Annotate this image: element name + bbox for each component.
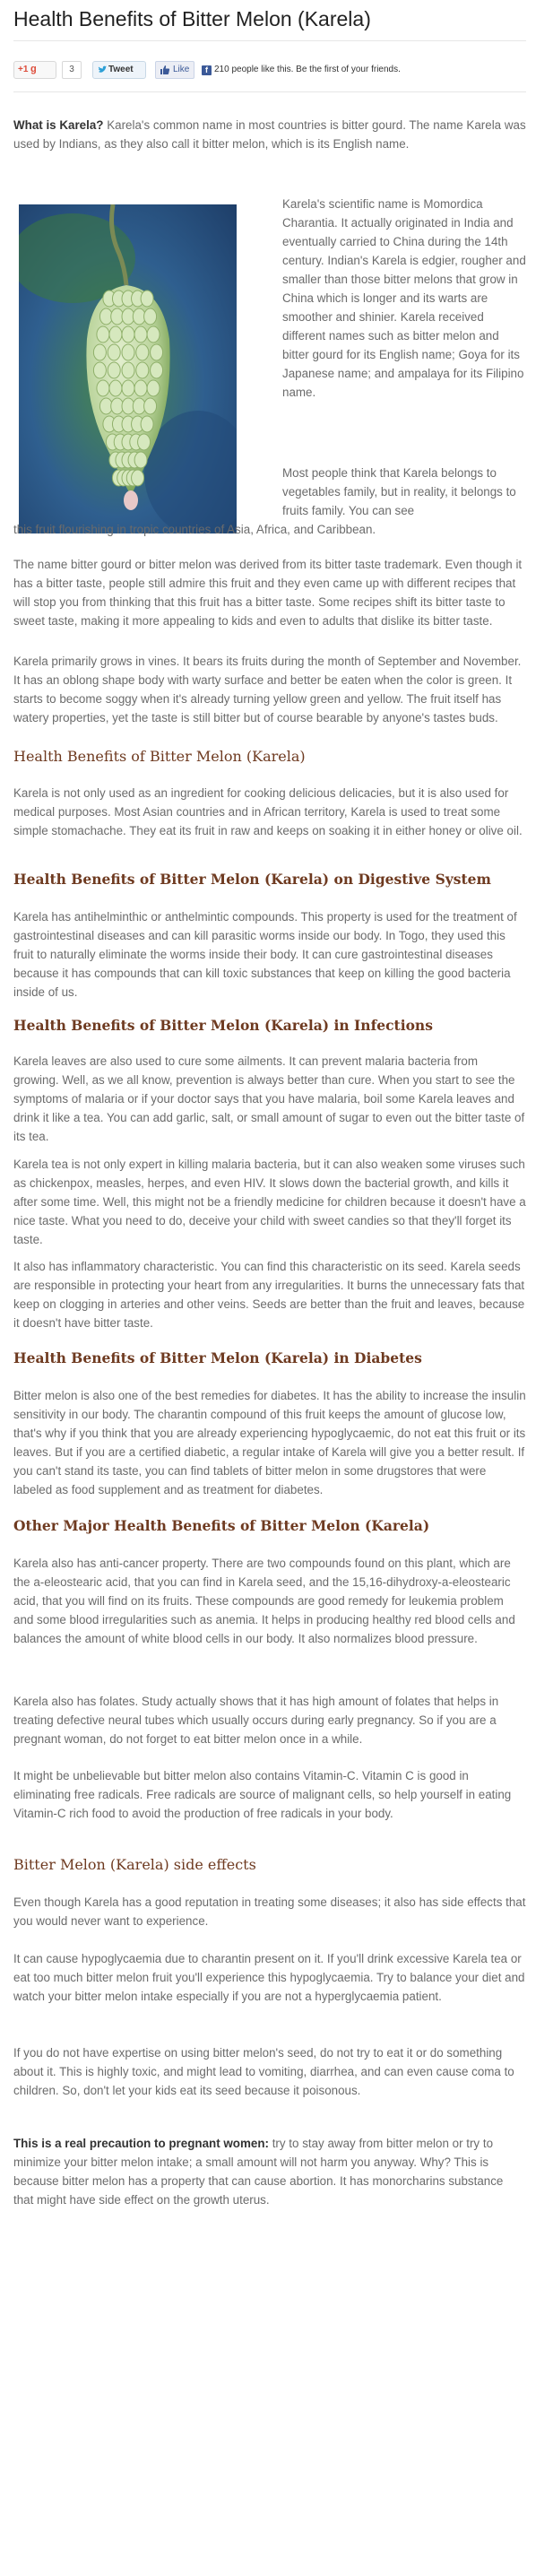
title-divider (13, 40, 526, 41)
melon-wart (134, 380, 147, 396)
melon-wart (151, 344, 163, 360)
section-paragraph: It also has inflammatory characteristic. You can find this characteristic on its seed. Karela seeds are responsible in protecting your heart from any irregularities. It burns the unnecessary fats that keep on clogging in arteries and other veins. Seeds are better than the fruit and leaves, because it doesn't have bitter taste. (13, 1260, 525, 1330)
melon-tip (124, 490, 138, 510)
melon-wart (109, 380, 122, 396)
melon-wart (93, 344, 106, 360)
gplus-label: +1 (18, 65, 29, 74)
melon-wart (93, 362, 106, 378)
closing-paragraph (13, 2134, 526, 2209)
page-title: Health Benefits of Bitter Melon (Karela) (13, 7, 371, 30)
scientific-name-paragraph: Karela's scientific name is Momordica Charantia. It actually originated in India and eventually carried to China during the 14th century. Indian's Karela is edgier, rougher and smaller than those bitter melons that grow in China which is longer and its warts are smoother and shinier. Karela received different names such as bitter melon and bitter gourd for its English name; Goya for its Japanese name; and ampalaya for its Filipino name. (282, 197, 526, 399)
melon-wart (151, 362, 163, 378)
section-paragraph: Even though Karela has a good reputation in treating some diseases; it also has side effects that you would never want to experience. (13, 1895, 526, 1928)
melon-wart (122, 326, 134, 343)
section-paragraph: Karela is not only used as an ingredient for cooking delicious delicacies, but it is also used for medical purposes. Most Asian countries and in African territory, Karela is used to treat some simple stomachache. They eat its fruit in raw and keeps on soaking it in either honey or olive oil. (13, 786, 523, 837)
bitter-melon-image (19, 204, 237, 533)
share-bar (13, 59, 526, 81)
gplus-icon: g (30, 64, 37, 74)
name-paragraph: The name bitter gourd or bitter melon was derived from its bitter taste trademark. Even though it has a bitter taste, people still admire this fruit and they even came up with different recipes that will stop you from thinking that this fruit has a bitter taste. Some recipes shift its bitter taste to sweet taste, making it more appealing to kids and even to adults that dislike its bitter taste. (13, 558, 523, 628)
facebook-like-text (202, 64, 401, 76)
section-paragraph: Karela has antihelminthic or anthelmintic compounds. This property is used for the treatment of gastrointestinal diseases and can kill parasitic worms inside our body. In Togo, they used this fruit to naturally eliminate the worms inside their body. It can cure gastrointestinal diseases because it has compounds that can kill toxic substances that keep on killing the good bacteria inside of us. (13, 910, 517, 999)
intro-paragraph (13, 116, 526, 153)
section-heading: Health Benefits of Bitter Melon (Karela) (13, 748, 306, 765)
melon-wart (134, 326, 147, 343)
section-heading: Health Benefits of Bitter Melon (Karela) in Infections (13, 1017, 433, 1034)
family-paragraph-part2: this fruit flourishing in tropic countries of Asia, Africa, and Caribbean. (13, 523, 376, 536)
growth-paragraph: Karela primarily grows in vines. It bears its fruits during the month of September and November. It has an oblong shape body with warty surface and better be eaten when the color is green. It starts to become soggy when it's already turning yellow green and yellow. The fruit itself has watery properties, yet the taste is still bitter but of course bearable by anyone's tastes buds. (13, 655, 522, 724)
section-paragraph: Bitter melon is also one of the best remedies for diabetes. It has the ability to increase the insulin sensitivity in our body. The charantin compound of this fruit keeps the amount of glucose low, that's why if you think that you are already experiencing hypoglycaemic, do not eat this fruit or its leaves. But if you are a certified diabetic, a regular intake of Karela will give you a better result. If you can't stand its taste, you can find tablets of bitter melon in some drugstores that were labeled as food supplement and as treatment for diabetes. (13, 1389, 526, 1496)
melon-wart (108, 362, 120, 378)
melon-wart (132, 470, 144, 486)
section-paragraph: Karela tea is not only expert in killing malaria bacteria, but it can also weaken some viruses such as chickenpox, measles, herpes, and even HIV. It slows down the bacterial growth, and kills it after some time. Well, this might not be a friendly medicine for children because it doesn't have a nice taste. What you need to do, deceive your child with sweet candies so that they'll forget its taste. (13, 1158, 526, 1246)
section-heading: Bitter Melon (Karela) side effects (13, 1856, 256, 1873)
melon-wart (138, 434, 151, 450)
section-paragraph: It can cause hypoglycaemia due to charantin present on it. If you'll drink excessive Karela tea or eat too much bitter melon fruit you'll experience this hypoglycaemia. Try to balance your diet and watch your bitter melon intake especially if you are not a hyperglycaemia patient. (13, 1952, 525, 2003)
tweet-button[interactable] (92, 61, 146, 79)
melon-wart (122, 344, 134, 360)
like-label: Like (173, 65, 190, 74)
facebook-like-count-text: 210 people like this. Be the first of your friends. (214, 65, 401, 74)
intro-lead: What is Karela? (13, 118, 104, 132)
closing-text: try to stay away from bitter melon or try to minimize your bitter melon intake; a small amount will not harm you anyway. Why? This is because bitter melon has a property that can cause abortion. It has monorcharins substance that might have side effect on the growth uterus. (13, 2137, 504, 2207)
bitter-melon-photo (19, 204, 237, 533)
section-paragraph: Karela leaves are also used to cure some ailments. It can prevent malaria bacteria from growing. Well, as we all know, prevention is always better than cure. When you start to see the symptoms of malaria or if your doctor says that you have malaria, boil some Karela leaves and drink it like a tea. You can add garlic, salt, or small amount of sugar to even out the bitter taste of its tea. (13, 1054, 525, 1143)
twitter-bird-icon (98, 65, 107, 74)
section-heading: Health Benefits of Bitter Melon (Karela) in Diabetes (13, 1349, 422, 1366)
family-paragraph-part1: Most people think that Karela belongs to vegetables family, but in reality, it belongs to fruits family. You can see (282, 466, 516, 517)
melon-wart (122, 380, 134, 396)
melon-wart (134, 452, 147, 468)
section-heading: Health Benefits of Bitter Melon (Karela) on Digestive System (13, 871, 491, 888)
melon-wart (141, 291, 153, 307)
facebook-icon: f (202, 65, 212, 75)
melon-wart (109, 326, 122, 343)
gplus-button[interactable] (13, 61, 56, 79)
section-paragraph: Karela also has anti-cancer property. There are two compounds found on this plant, which are the a-eleostearic acid, that you can find in Karela seed, and the 15,16-dihydroxy-a-eleostearic acid, that you will find on its fruits. These compounds are good remedy for leukemia problem and some blood irregularities such as anemia. It helps in producing healthy red blood cells and balances the amount of white blood cells in our body. It also normalizes blood pressure. (13, 1557, 515, 1645)
melon-wart (136, 344, 149, 360)
melon-wart (136, 362, 149, 378)
closing-lead: This is a real precaution to pregnant women: (13, 2137, 269, 2150)
melon-wart (108, 344, 120, 360)
melon-wart (144, 308, 157, 325)
section-paragraph: Karela also has folates. Study actually shows that it has high amount of folates that helps in treating defective neural tubes which usually occurs during early pregnancy. So if you are a pregnant woman, do not forget to eat bitter melon once in a while. (13, 1695, 499, 1746)
section-paragraph: It might be unbelievable but bitter melon also contains Vitamin-C. Vitamin C is good in eliminating free radicals. Free radicals are source of malignant cells, so help yourself in eating Vitamin-C rich food to avoid the production of free radicals in your body. (13, 1769, 512, 1820)
melon-wart (147, 326, 160, 343)
melon-wart (122, 362, 134, 378)
intro-text: Karela's common name in most countries is bitter gourd. The name Karela was used by Indians, as they also call it bitter melon, which is its English name. (13, 118, 526, 151)
melon-wart (141, 416, 153, 432)
gplus-count: 3 (62, 61, 82, 79)
tweet-label: Tweet (108, 65, 134, 74)
section-heading: Other Major Health Benefits of Bitter Melon (Karela) (13, 1517, 430, 1534)
share-divider (13, 91, 526, 92)
facebook-like-button[interactable] (155, 61, 194, 79)
melon-wart (147, 380, 160, 396)
thumbs-up-icon (160, 65, 170, 75)
section-paragraph: If you do not have expertise on using bitter melon's seed, do not try to eat it or do something about it. This is highly toxic, and might lead to vomiting, diarrhea, and can even cause coma to children. So, don't let your kids eat its seed because it poisonous. (13, 2046, 514, 2097)
melon-wart (97, 326, 109, 343)
melon-wart (97, 380, 109, 396)
melon-wart (144, 398, 157, 414)
